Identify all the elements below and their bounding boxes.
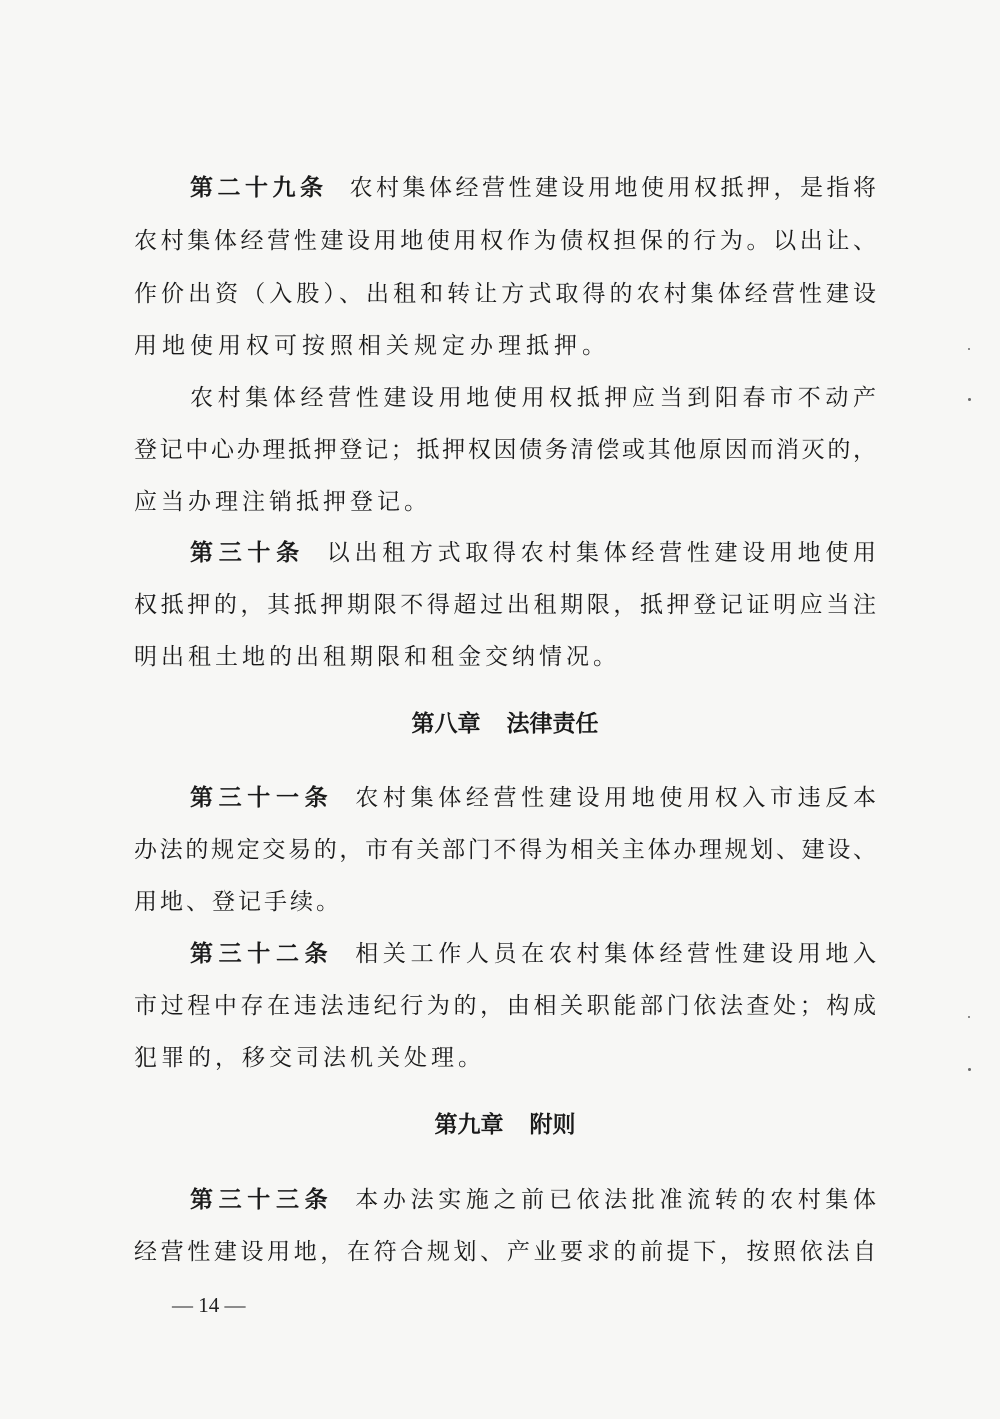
chapter-9-number: 第九章: [434, 1112, 504, 1138]
chapter-8-number: 第八章: [411, 711, 481, 737]
article-31-text: 农村集体经营性建设用地使用权入市违反本: [355, 785, 877, 811]
article-32-line-3: 犯罪的，移交司法机关处理。: [134, 1045, 485, 1071]
article-31-line-3: 用地、登记手续。: [134, 889, 342, 915]
article-33-line-1: [190, 1180, 876, 1220]
article-29-para2-line-1: 农村集体经营性建设用地使用权抵押应当到阳春市不动产: [190, 385, 876, 411]
chapter-9-heading: [5, 1105, 1000, 1145]
article-29-line-4: 用地使用权可按照相关规定办理抵押。: [134, 333, 610, 359]
article-29-line-1: [190, 168, 876, 208]
article-29-para2-line-2: 登记中心办理抵押登记；抵押权因债务清偿或其他原因而消灭的，: [134, 437, 876, 463]
article-31-number: 第三十一条: [190, 785, 334, 811]
chapter-9-title: 附则: [529, 1112, 576, 1138]
article-32-number: 第三十二条: [190, 941, 334, 967]
article-31-line-2: 办法的规定交易的，市有关部门不得为相关主体办理规划、建设、: [134, 837, 876, 863]
article-33-text: 本办法实施之前已依法批准流转的农村集体: [355, 1187, 877, 1213]
article-31-line-1: [190, 778, 876, 818]
chapter-8-heading: [5, 704, 1000, 744]
article-30-line-2: 权抵押的，其抵押期限不得超过出租期限，抵押登记证明应当注: [134, 592, 876, 618]
article-29-para2-line-3: 应当办理注销抵押登记。: [134, 489, 431, 515]
article-30-number: 第三十条: [190, 540, 305, 566]
article-30-text: 以出租方式取得农村集体经营性建设用地使用: [326, 540, 877, 566]
article-29-line-2: 农村集体经营性建设用地使用权作为债权担保的行为。以出让、: [134, 228, 876, 254]
scan-speck: [968, 398, 971, 401]
scan-speck: [968, 348, 970, 350]
article-29-number: 第二十九条: [190, 175, 328, 201]
article-33-line-2: 经营性建设用地，在符合规划、产业要求的前提下，按照依法自: [134, 1239, 876, 1265]
page-number: — 14 —: [172, 1293, 246, 1317]
chapter-8-title: 法律责任: [506, 711, 599, 737]
scan-speck: [968, 1068, 971, 1071]
article-32-text: 相关工作人员在农村集体经营性建设用地入: [355, 941, 877, 967]
article-32-line-1: [190, 934, 876, 974]
article-30-line-1: [190, 533, 876, 573]
article-32-line-2: 市过程中存在违法违纪行为的，由相关职能部门依法查处；构成: [134, 993, 876, 1019]
article-29-text: 农村集体经营性建设用地使用权抵押，是指将: [349, 175, 876, 201]
article-33-number: 第三十三条: [190, 1187, 334, 1213]
article-30-line-3: 明出租土地的出租期限和租金交纳情况。: [134, 644, 620, 670]
article-29-line-3: 作价出资（入股）、出租和转让方式取得的农村集体经营性建设: [134, 281, 876, 307]
scan-speck: [968, 1016, 970, 1018]
